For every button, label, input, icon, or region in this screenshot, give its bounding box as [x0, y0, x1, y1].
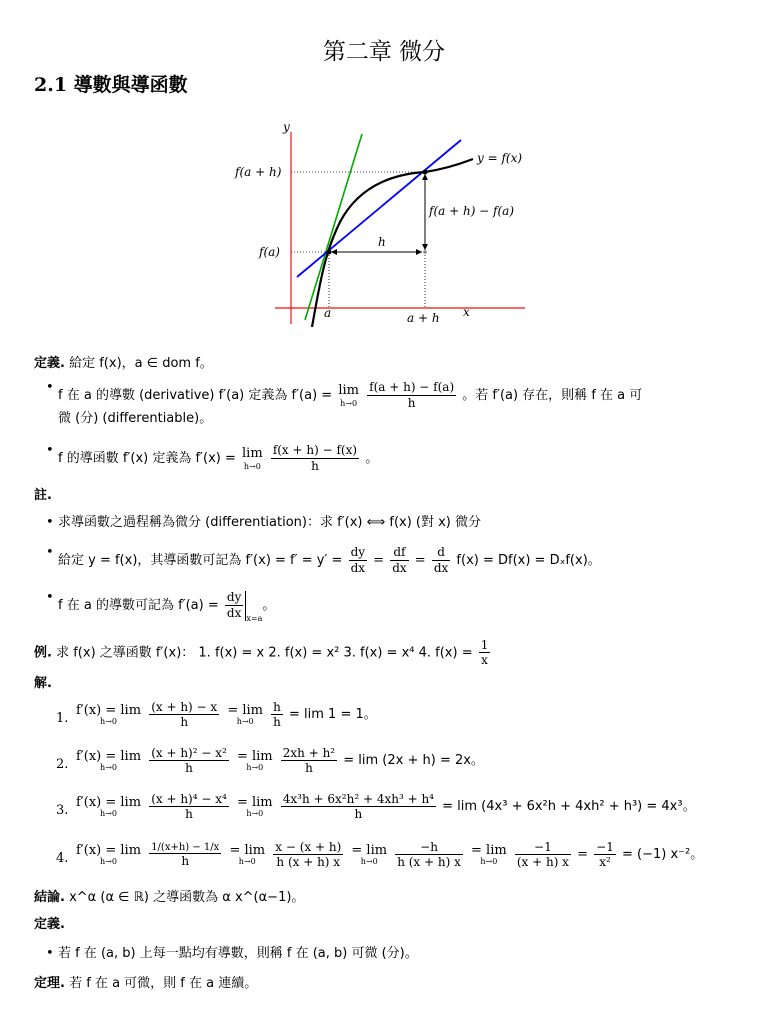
section-title: 2.1 導數與導函數 — [34, 74, 188, 96]
fraction — [367, 380, 456, 411]
bullet-derivative-line2: 微 (分) (differentiable)。 — [58, 411, 213, 426]
solution-1-number: 1. — [56, 711, 69, 726]
fraction-numerator: dy — [350, 545, 366, 559]
chapter-title: 第二章 微分 — [322, 39, 446, 65]
fraction — [149, 842, 221, 868]
x-axis-label: x — [463, 305, 470, 319]
limit-text: f′(x) = lim — [76, 843, 142, 858]
fraction — [515, 840, 571, 869]
limit-text: f′(x) = lim — [76, 795, 142, 810]
h-arrow-right-head — [416, 249, 422, 255]
limit — [338, 383, 359, 407]
bullet-notation-tail: f(x) = Df(x) = Dₓf(x)。 — [456, 553, 601, 568]
limit-sub: h→0 — [100, 717, 117, 726]
fraction — [390, 545, 408, 576]
limit — [237, 749, 273, 772]
limit-text: lim — [242, 446, 263, 462]
limit-sub: h→0 — [100, 763, 117, 772]
example — [34, 638, 492, 668]
fraction-numerator: −1 — [515, 840, 571, 855]
definition-heading: 定義. — [34, 356, 65, 371]
fraction-numerator: 4x³h + 6x²h² + 4xh³ + h⁴ — [282, 792, 434, 806]
conclusion-heading: 結論. — [34, 890, 65, 905]
limit-sub: h→0 — [246, 763, 264, 772]
point-a — [327, 250, 332, 255]
bullet-derivative-function — [58, 443, 378, 474]
limit-sub: h→0 — [360, 857, 378, 866]
limit-text: = lim — [471, 843, 507, 858]
bullet-differentiable-interval — [58, 946, 418, 962]
limit — [76, 795, 141, 818]
limit-text: = lim — [236, 749, 273, 764]
fraction-denominator: h — [354, 807, 363, 821]
limit-text: f′(x) = lim — [76, 749, 142, 764]
fraction-numerator: df — [390, 545, 408, 561]
definition-2-heading: 定義. — [34, 917, 65, 932]
theorem-text: 若 f 在 a 可微，則 f 在 a 連續。 — [69, 976, 258, 991]
theorem-heading: 定理. — [34, 976, 65, 991]
solution-2-number: 2. — [56, 757, 69, 772]
fraction-denominator: x — [481, 653, 488, 668]
limit-sub: h→0 — [480, 857, 498, 866]
fraction-denominator: x² — [599, 855, 611, 869]
diff-arrow-top-head — [422, 174, 428, 180]
fraction-denominator: h — [185, 761, 193, 775]
fraction — [479, 638, 491, 668]
limit — [76, 749, 141, 772]
fraction-numerator: f(x + h) − f(x) — [272, 443, 358, 457]
limit-text: = lim — [351, 843, 388, 858]
fa-label: f(a) — [259, 245, 280, 259]
fraction — [594, 840, 616, 869]
fraction — [281, 792, 436, 821]
conclusion — [34, 890, 304, 906]
bullet-leibniz-lead: f 在 a 的導數可記為 f′(a) = — [58, 598, 219, 613]
fraction-denominator: h — [180, 715, 189, 729]
fraction-numerator: (x + h) − x — [151, 700, 218, 714]
fraction-numerator: (x + h)⁴ − x⁴ — [151, 792, 227, 806]
diff-arrow-bottom-head — [422, 244, 428, 250]
diff-label: f(a + h) − f(a) — [429, 204, 515, 218]
h-arrow-left-head — [331, 249, 337, 255]
fraction-denominator: h — [273, 715, 281, 729]
fraction — [271, 443, 359, 474]
limit-sub: h→0 — [340, 398, 358, 408]
fraction-denominator: h (x + h) x — [397, 855, 461, 869]
bullet-notation-lead: 給定 y = f(x)，其導函數可記為 f′(x) = f′ = y′ = — [58, 553, 343, 568]
solution — [34, 676, 52, 692]
fraction — [149, 746, 229, 775]
fraction — [149, 700, 219, 729]
point-aph — [423, 170, 428, 175]
fraction-numerator: 1 — [480, 638, 489, 652]
fraction — [432, 545, 450, 576]
bullet-differentiation-text: 求導函數之過程稱為微分 (differentiation)：求 f′(x) ⟺ f(x) (對 x) 微分 — [58, 515, 482, 530]
aph-label: a + h — [407, 311, 440, 325]
limit-text: = lim — [236, 795, 273, 810]
limit-sub: h→0 — [100, 809, 117, 818]
theorem — [34, 976, 257, 992]
fraction-denominator: dx — [392, 561, 407, 575]
solution-heading: 解. — [34, 676, 52, 691]
fraction-denominator: dx — [226, 606, 242, 620]
derivative-figure — [225, 112, 545, 327]
solution-1 — [74, 700, 377, 729]
fah-label: f(a + h) — [235, 165, 282, 179]
limit — [237, 795, 273, 818]
solution-1-result: = lim 1 = 1。 — [289, 707, 377, 722]
limit — [471, 843, 507, 866]
fraction — [395, 840, 463, 869]
fraction — [149, 792, 229, 821]
limit — [227, 703, 263, 726]
note — [34, 488, 52, 504]
fraction — [273, 840, 343, 869]
bullet-leibniz — [58, 590, 275, 624]
limit-text: lim — [338, 383, 359, 399]
solution-4 — [74, 840, 703, 869]
fraction-denominator: dx — [433, 561, 449, 575]
fraction-numerator: dy — [226, 590, 242, 604]
fraction-denominator: h — [305, 761, 313, 775]
fraction — [349, 545, 367, 576]
bullet-derivative-tail: 。若 f′(a) 存在，則稱 f 在 a 可 — [462, 388, 643, 403]
bullet-derivative-function-tail: 。 — [365, 451, 379, 466]
limit-sub: h→0 — [236, 717, 254, 726]
example-heading: 例. — [34, 645, 52, 661]
curve-f — [312, 159, 473, 327]
fraction-denominator: h (x + h) x — [276, 855, 341, 869]
limit-sub: h→0 — [246, 809, 264, 818]
note-heading: 註. — [34, 488, 52, 503]
limit — [76, 703, 141, 726]
bullet-derivative-lead: f 在 a 的導數 (derivative) f′(a) 定義為 f′(a) = — [58, 388, 333, 403]
equals-sign: = — [577, 847, 588, 862]
fraction — [225, 590, 243, 621]
bullet-leibniz-tail: 。 — [262, 598, 276, 613]
definition-text: 給定 f(x)，a ∈ dom f。 — [69, 356, 213, 371]
fraction — [281, 746, 337, 775]
limit — [229, 843, 265, 866]
limit-text: = lim — [227, 703, 263, 718]
solution-4-result: = (−1) x⁻²。 — [621, 847, 704, 862]
limit — [351, 843, 387, 866]
evaluation-sub: x=a — [246, 614, 263, 623]
bullet-derivative — [58, 380, 738, 427]
limit-text: f′(x) = lim — [76, 703, 142, 718]
fraction-numerator: x − (x + h) — [275, 840, 342, 854]
bullet-notation: • 給定 y = f(x)，其導函數可記為 f′(x) = f′ = y′ = $\frac{dy}{dx}$ = $\frac{df}{dx}$ = $\frac{d}{dx}$ f(x) = Df(x) = Dₓf(x)。 — [58, 545, 601, 576]
bullet-differentiable-interval-text: 若 f 在 (a, b) 上每一點均有導數，則稱 f 在 (a, b) 可微 (分)。 — [58, 946, 418, 961]
y-axis-label: y — [283, 120, 290, 134]
solution-4-number: 4. — [56, 851, 69, 866]
tangent-line — [305, 134, 362, 320]
fraction-numerator: f(a + h) − f(a) — [369, 380, 455, 394]
fraction-numerator: 2xh + h² — [282, 746, 336, 760]
fraction-numerator: (x + h)² − x² — [151, 746, 227, 760]
curve-label: y = f(x) — [477, 151, 523, 165]
limit — [76, 843, 141, 866]
solution-3-number: 3. — [56, 803, 69, 818]
bullet-differentiation — [58, 515, 481, 531]
solution-3-result: = lim (4x³ + 6x²h + 4xh² + h³) = 4x³。 — [442, 799, 696, 814]
limit-sub: h→0 — [238, 857, 256, 866]
fraction-denominator: (x + h) x — [516, 855, 569, 869]
definition-1 — [34, 356, 213, 372]
limit-text: = lim — [229, 843, 266, 858]
fraction-denominator: dx — [350, 561, 366, 575]
fraction-denominator: h — [181, 853, 190, 868]
bullet-derivative-function-lead: f 的導函數 f′(x) 定義為 f′(x) = — [58, 451, 236, 466]
solution-3 — [74, 792, 696, 821]
fraction-numerator: 1/(x+h) − 1/x — [151, 841, 220, 853]
limit — [242, 446, 263, 470]
fraction-numerator: −h — [395, 840, 463, 855]
fraction-numerator: −1 — [596, 840, 614, 854]
fraction-denominator: h — [185, 807, 193, 821]
solution-2-result: = lim (2x + h) = 2x。 — [343, 753, 484, 768]
solution-2 — [74, 746, 484, 775]
fraction-numerator: h — [273, 700, 281, 714]
a-label: a — [324, 306, 332, 320]
limit-sub: h→0 — [100, 857, 117, 866]
conclusion-text: x^α (α ∈ ℝ) 之導函數為 α x^(α−1)。 — [69, 890, 305, 905]
definition-2 — [34, 917, 65, 933]
fraction — [271, 700, 283, 729]
fraction-denominator: h — [311, 459, 319, 473]
point-corner — [423, 250, 427, 254]
fraction-denominator: h — [407, 396, 416, 410]
example-text: 求 f(x) 之導函數 f′(x)： 1. f(x) = x 2. f(x) = x² 3. f(x) = x⁴ 4. f(x) = — [56, 645, 473, 661]
limit-sub: h→0 — [243, 461, 261, 471]
fraction-numerator: d — [432, 545, 450, 561]
h-label: h — [378, 235, 386, 249]
